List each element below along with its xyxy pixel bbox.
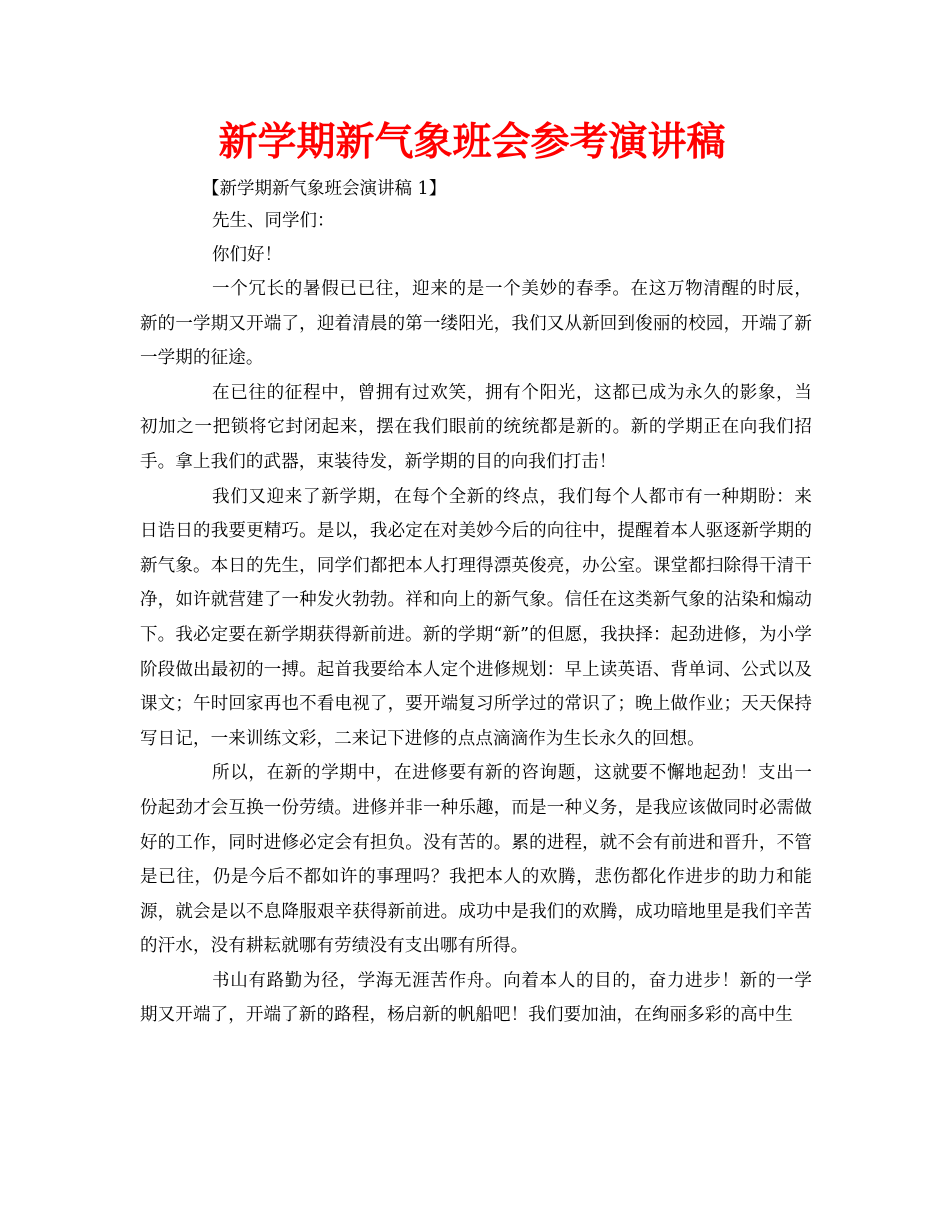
paragraph-4: 所以，在新的学期中，在进修要有新的咨询题，这就要不懈地起劲！支出一份起劲才会互换一份劳绩。进修并非一种乐趣，而是一种义务，是我应该做同时必需做好的工作，同时进修必定会有担负。没有苦的。累的进程，就不会有前进和晋升，不管是已往，仍是今后不都如许的事理吗？我把本人的欢腾，悲伤都化作进步的助力和能源，就会是以不息降服艰辛获得新前进。成功中是我们的欢腾，成功暗地里是我们辛苦的汗水，没有耕耘就哪有劳绩没有支出哪有所得。	[140, 763, 812, 957]
paragraph-1: 一个冗长的暑假已已往，迎来的是一个美妙的春季。在这万物清醒的时辰，新的一学期又开端了，迎着清晨的第一缕阳光，我们又从新回到俊丽的校园，开端了新一学期的征途。	[140, 279, 812, 369]
paragraph-5: 书山有路勤为径，学海无涯苦作舟。向着本人的目的，奋力进步！新的一学期又开端了，开端了新的路程，杨启新的帆船吧！我们要加油，在绚丽多彩的高中生	[140, 970, 812, 1026]
greeting: 先生、同学们：	[212, 211, 335, 231]
document-body	[140, 118, 812, 1033]
section-heading: 【新学期新气象班会演讲稿 1】	[202, 179, 447, 199]
paragraph-3: 我们又迎来了新学期，在每个全新的终点，我们每个人都市有一种期盼：来日诰日的我要更精巧。是以，我必定在对美妙今后的向往中，提醒着本人驱逐新学期的新气象。本日的先生，同学们都把本人打理得漂英俊亮，办公室。课堂都扫除得干清干净，如许就营建了一种发火勃勃。祥和向上的新气象。信任在这类新气象的沾染和煽动下。我必定要在新学期获得新前进。新的学期“新”的但愿，我抉择：起劲进修，为小学阶段做出最初的一搏。起首我要给本人定个进修规划：早上读英语、背单词、公式以及课文；午时回家再也不看电视了，要开端复习所学过的常识了；晚上做作业；天天保持写日记，一来训练文彩，二来记下进修的点点滴滴作为生长永久的回想。	[140, 486, 812, 749]
document-title: 新学期新气象班会参考演讲稿	[218, 120, 726, 165]
paragraph-2: 在已往的征程中，曾拥有过欢笑，拥有个阳光，这都已成为永久的影象，当初加之一把锁将它封闭起来，摆在我们眼前的统统都是新的。新的学期正在向我们招手。拿上我们的武器，束装待发，新学期的目的向我们打击！	[140, 382, 812, 472]
salutation: 你们好！	[212, 245, 282, 265]
